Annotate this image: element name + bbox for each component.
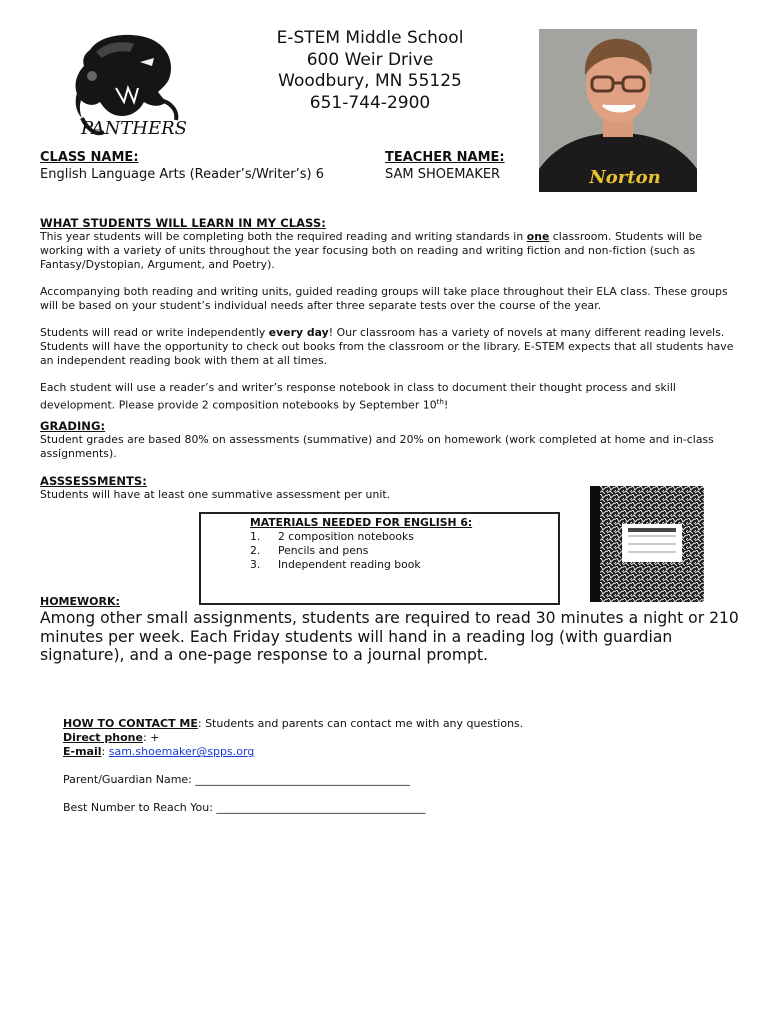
- school-header: [250, 28, 490, 114]
- materials-item-text: Independent reading book: [278, 558, 421, 571]
- teacher-name-value: SAM SHOEMAKER: [385, 167, 501, 182]
- homework-label: HOMEWORK: [40, 595, 116, 608]
- grading-colon: :: [100, 419, 106, 433]
- grading-section: [40, 419, 740, 461]
- learn-section: [40, 216, 740, 413]
- learn-paragraph-3: [40, 326, 740, 368]
- learn-p4-b: !: [443, 398, 449, 412]
- class-name-colon: :: [133, 150, 139, 165]
- learn-paragraph-2: Accompanying both reading and writing units, guided reading groups will take place throughout their ELA class. These groups will be based on your student’s individual needs after three separate tests over the course of the year.: [40, 285, 728, 312]
- materials-box: [199, 512, 560, 605]
- learn-heading: WHAT STUDENTS WILL LEARN IN MY CLASS: [40, 216, 322, 230]
- panthers-logo: [70, 32, 198, 144]
- learn-colon: :: [321, 216, 326, 230]
- materials-item-number: 2.: [250, 544, 261, 557]
- shirt-text: Norton: [589, 167, 661, 188]
- teacher-name-colon: :: [499, 150, 505, 165]
- learn-paragraph-1: [40, 230, 740, 272]
- email-link[interactable]: sam.shoemaker@spps.org: [108, 745, 255, 759]
- materials-item-number: 1.: [250, 530, 261, 543]
- learn-p3-em: every day: [268, 326, 329, 339]
- materials-item-text: 2 composition notebooks: [278, 530, 414, 543]
- direct-phone-label: Direct phone: [63, 731, 143, 745]
- assessments-colon: :: [142, 474, 147, 488]
- learn-p3-b: ! Our classroom has a variety of novels at many different reading levels. Students will have the opportunity to check out books from the classroom or the library. E-STEM expects that all students have an independent reading book with them at all times.: [40, 326, 734, 367]
- teacher-photo: [539, 29, 697, 192]
- logo-text: PANTHERS: [81, 118, 187, 139]
- materials-item: [250, 558, 472, 572]
- learn-p1-a: This year students will be completing both the required reading and writing standards in: [40, 230, 527, 243]
- learn-p1-em: one: [526, 230, 550, 243]
- assessments-heading: ASSSESSMENTS: [40, 474, 143, 488]
- learn-p4-a: Each student will use a reader’s and writer’s response notebook in class to document their thought process and skill development. Please provide 2 composition notebooks by September 10: [40, 381, 676, 412]
- learn-paragraph-4: [40, 381, 740, 413]
- composition-notebook-image: [590, 486, 704, 602]
- materials-item: [250, 530, 472, 544]
- contact-section: [63, 717, 723, 815]
- email-colon: :: [101, 745, 109, 759]
- school-phone: 651-744-2900: [309, 92, 431, 113]
- teacher-name-label: TEACHER NAME: [385, 150, 500, 165]
- class-name-label: CLASS NAME: [40, 150, 134, 165]
- contact-heading-text: : Students and parents can contact me with any questions.: [197, 717, 524, 730]
- learn-p4-sup: th: [436, 398, 444, 406]
- materials-item-number: 3.: [250, 558, 261, 571]
- school-street: 600 Weir Drive: [306, 49, 434, 70]
- direct-phone-value: : +: [142, 731, 160, 745]
- contact-heading: HOW TO CONTACT ME: [63, 717, 198, 730]
- learn-p3-a: Students will read or write independently: [40, 326, 269, 339]
- materials-title: MATERIALS NEEDED FOR ENGLISH 6:: [250, 516, 473, 529]
- materials-item-text: Pencils and pens: [278, 544, 369, 557]
- school-name: E-STEM Middle School: [276, 28, 464, 48]
- best-number-line[interactable]: Best Number to Reach You: ______________________________________: [63, 800, 426, 814]
- guardian-name-line[interactable]: Parent/Guardian Name: _______________________________________: [63, 772, 410, 786]
- homework-text: Among other small assignments, students are required to read 30 minutes a night or 210 minutes per week. Each Friday students will hand in a reading log (with guardian signature), and a one-page response to a journal prompt.: [40, 609, 739, 664]
- class-name-block: [40, 150, 324, 182]
- school-city: Woodbury, MN 55125: [278, 71, 462, 91]
- grading-text: Student grades are based 80% on assessments (summative) and 20% on homework (work completed at home and in-class assignments).: [40, 433, 714, 460]
- assessments-text: Students will have at least one summative assessment per unit.: [40, 488, 391, 501]
- grading-heading: GRADING: [40, 419, 101, 433]
- class-name-value: English Language Arts (Reader’s/Writer’s) 6: [40, 167, 325, 182]
- learn-p1-b: classroom. Students will be working with a variety of units throughout the year focusing both on reading and writing fiction and non-fiction (such as Fantasy/Dystopian, Argument, and Poetry).: [40, 230, 703, 271]
- homework-colon: :: [115, 595, 120, 608]
- teacher-name-block: [385, 150, 505, 182]
- materials-item: [250, 544, 472, 558]
- email-label: E-mail: [63, 745, 102, 759]
